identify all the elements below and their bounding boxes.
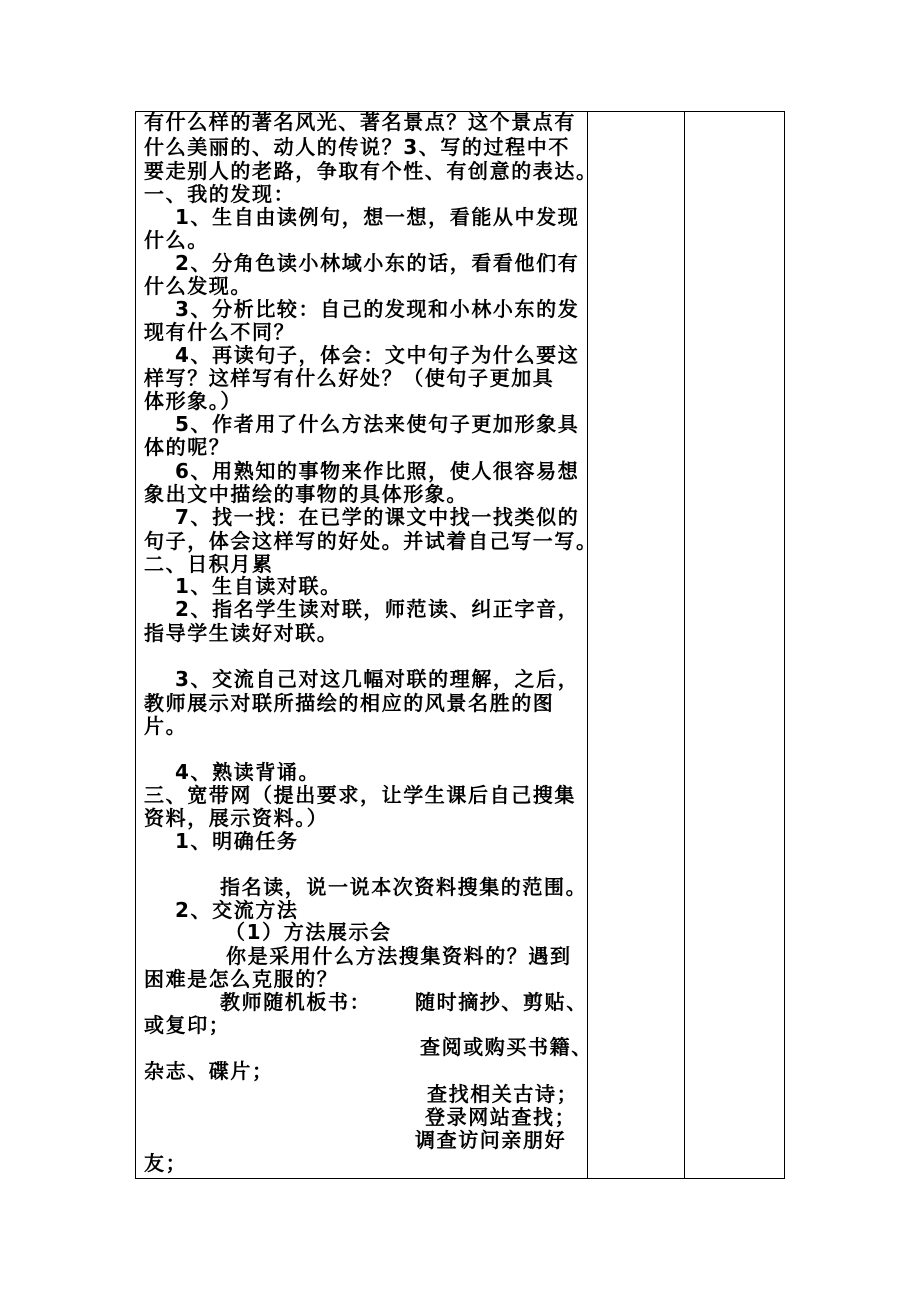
text-line: 1、生自读对联。 <box>175 574 342 598</box>
section-heading: 二、日积月累 <box>144 552 274 576</box>
text-line: 查阅或购买书籍、 <box>420 1035 593 1059</box>
text-line: 随时摘抄、剪贴、 <box>415 990 588 1014</box>
text-line: 6、用熟知的事物来作比照，使人很容易想 <box>175 459 580 483</box>
text-line: 你是采用什么方法搜集资料的？遇到 <box>226 944 572 968</box>
text-line: 什么。 <box>144 228 209 252</box>
text-line: 指名读，说一说本次资料搜集的范围。 <box>220 875 588 899</box>
text-line: 2、交流方法 <box>175 898 299 922</box>
section-heading: 一、我的发现： <box>144 182 296 206</box>
text-line: 指导学生读好对联。 <box>144 621 339 645</box>
text-line: 现有什么不同？ <box>144 320 296 344</box>
text-line: 4、再读句子，体会：文中句子为什么要这 <box>175 343 580 367</box>
text-line: 片。 <box>144 714 188 738</box>
text-line: 2、分角色读小林域小东的话，看看他们有 <box>175 251 580 275</box>
text-line: 资料，展示资料。） <box>144 806 329 830</box>
text-line: 有什么样的著名风光、著名景点？这个景点有 <box>144 110 576 134</box>
text-line: 句子，体会这样写的好处。并试着自己写一写。 <box>144 529 598 553</box>
text-line: 7、找一找：在已学的课文中找一找类似的 <box>175 505 580 529</box>
text-line: 登录网站查找； <box>425 1105 577 1129</box>
text-line: 教师展示对联所描绘的相应的风景名胜的图 <box>144 691 555 715</box>
text-line: 调查访问亲朋好 <box>415 1128 567 1152</box>
text-line: （1）方法展示会 <box>225 920 392 944</box>
text-line: 教师随机板书： <box>220 990 372 1014</box>
section-heading: 三、宽带网（提出要求，让学生课后自己搜集 <box>144 783 576 807</box>
text-line: 友； <box>144 1151 188 1175</box>
text-line: 什么发现。 <box>144 274 252 298</box>
text-line: 1、明确任务 <box>175 829 299 853</box>
text-line: 杂志、碟片； <box>144 1059 274 1083</box>
column-divider <box>684 111 685 1179</box>
text-line: 4、熟读背诵。 <box>175 760 321 784</box>
text-line: 1、生自由读例句，想一想，看能从中发现 <box>175 205 580 229</box>
text-line: 象出文中描绘的事物的具体形象。 <box>144 482 468 506</box>
text-line: 体的呢？ <box>144 435 231 459</box>
text-line: 3、交流自己对这几幅对联的理解，之后， <box>175 667 580 691</box>
text-line: 困难是怎么克服的？ <box>144 967 339 991</box>
text-line: 体形象。） <box>144 389 242 413</box>
text-line: 查找相关古诗； <box>427 1082 579 1106</box>
text-line: 要走别人的老路，争取有个性、有创意的表达。 <box>144 159 598 183</box>
text-line: 2、指名学生读对联，师范读、纠正字音， <box>175 597 580 621</box>
text-line: 3、分析比较：自己的发现和小林小东的发 <box>175 297 580 321</box>
text-line: 什么美丽的、动人的传说？3、写的过程中不 <box>144 135 570 159</box>
column-divider <box>587 111 588 1179</box>
text-line: 5、作者用了什么方法来使句子更加形象具 <box>175 412 580 436</box>
text-line: 或复印； <box>144 1013 231 1037</box>
text-line: 样写？这样写有什么好处？（使句子更加具 <box>144 366 555 390</box>
